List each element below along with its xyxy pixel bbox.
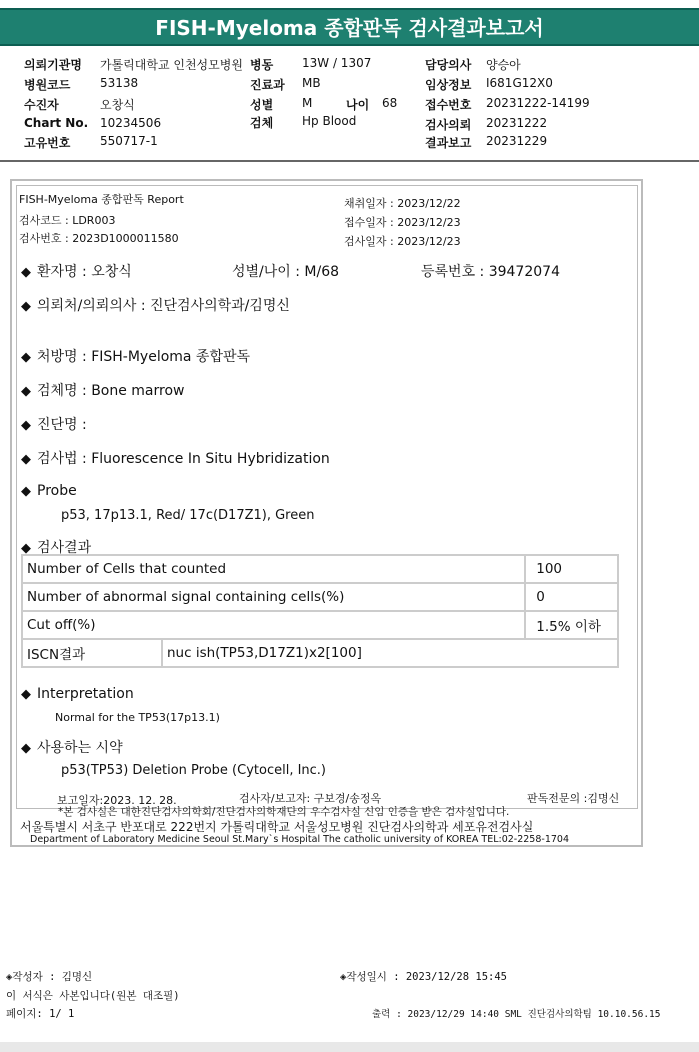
method-row (21, 448, 330, 468)
reagent-text: p53(TP53) Deletion Probe (Cytocell, Inc.) (61, 763, 327, 778)
dept-label: 진료과 (250, 78, 285, 92)
institution-value: 가톨릭대학교 인천성모병원 (100, 58, 243, 72)
doctor-label: 담당의사 (425, 58, 472, 72)
interpretation-text: Normal for the TP53(17p13.1) (55, 711, 220, 724)
unique-value: 550717-1 (100, 134, 158, 148)
results-heading: 검사결과 (37, 540, 92, 556)
result-value: 20231229 (486, 134, 548, 148)
iscn-value: nuc ish(TP53,D17Z1)x2[100] (162, 639, 618, 667)
specimen-value: Hp Blood (302, 114, 357, 128)
reporter: 검사자/보고자: 구보경/송정옥 (239, 792, 382, 805)
received-date: 접수일자 : 2023/12/23 (344, 216, 461, 229)
diamond-icon: ◆ (21, 299, 31, 314)
diamond-icon: ◆ (21, 452, 31, 467)
probe-heading: Probe (37, 483, 77, 499)
specimen-label: 검체 (250, 116, 274, 130)
ward-label: 병동 (250, 58, 274, 72)
page-number: 페이지: 1/ 1 (6, 1008, 75, 1020)
reagent-row (21, 737, 123, 757)
referrer: 의뢰처/의뢰의사 : 진단검사의학과/김명신 (37, 298, 290, 314)
collected-date: 채취일자 : 2023/12/22 (344, 197, 461, 210)
unique-label: 고유번호 (24, 136, 71, 150)
dept-value: MB (302, 76, 321, 90)
diamond-icon: ◆ (21, 484, 31, 499)
doctor-value: 양승아 (486, 58, 521, 72)
chart-label: Chart No. (24, 116, 89, 130)
diamond-icon: ◆ (21, 350, 31, 365)
results-table (21, 554, 619, 668)
sex-value: M (302, 96, 313, 110)
institution-label: 의뢰기관명 (24, 58, 82, 72)
report-date: 보고일자:2023. 12. 28. (57, 794, 177, 807)
table-row (22, 639, 618, 667)
header-divider (0, 160, 699, 162)
tested-date: 검사일자 : 2023/12/23 (344, 235, 461, 248)
request-label: 검사의뢰 (425, 118, 472, 132)
diamond-icon: ◆ (21, 687, 31, 702)
clinical-value: I681G12X0 (486, 76, 553, 90)
diamond-icon: ◆ (21, 418, 31, 433)
reagent-heading: 사용하는 시약 (37, 740, 123, 756)
age-label: 나이 (346, 98, 370, 112)
sex-label: 성별 (250, 98, 274, 112)
patient-name: 환자명 : 오창식 (37, 264, 132, 280)
certification-note: *본 검사실은 대한진단검사의학회/진단검사의학재단의 우수검사실 신임 인증을 받은 검사실입니다. (58, 806, 510, 818)
hospital-code-value: 53138 (100, 76, 139, 90)
patient-row (21, 261, 132, 281)
diagnosis-row (21, 414, 87, 434)
referrer-row (21, 295, 290, 315)
result-value: 1.5% 이하 (525, 611, 618, 639)
order-name: 처방명 : FISH-Myeloma 종합판독 (37, 349, 251, 365)
table-row (22, 583, 618, 611)
age-value: 68 (382, 96, 398, 110)
diamond-icon: ◆ (21, 541, 31, 556)
diagnosis: 진단명 : (37, 417, 87, 433)
result-label: Number of Cells that counted (22, 555, 525, 583)
diamond-icon: ◆ (21, 384, 31, 399)
address-korean: 서울특별시 서초구 반포대로 222번지 가톨릭대학교 서울성모병원 진단검사의학과 세포유전검사실 (20, 820, 534, 834)
author: ◈작성자 : 김명신 (6, 971, 93, 983)
table-row (22, 555, 618, 583)
written-time: ◈작성일시 : 2023/12/28 15:45 (340, 971, 508, 983)
receipt-label: 접수번호 (425, 98, 472, 112)
result-value: 100 (525, 555, 618, 583)
interpretation-heading: Interpretation (37, 686, 134, 702)
patient-label: 수진자 (24, 98, 59, 112)
request-value: 20231222 (486, 116, 548, 130)
order-row (21, 346, 250, 366)
table-row (22, 611, 618, 639)
printed-info: 출력 : 2023/12/29 14:40 SML 진단검사의학팀 10.10.56.15 (372, 1009, 661, 1020)
address-english: Department of Laboratory Medicine Seoul St.Mary`s Hospital The catholic university of KOREA TEL:02-2258-1704 (30, 834, 570, 845)
diamond-icon: ◆ (21, 265, 31, 280)
result-value: 0 (525, 583, 618, 611)
receipt-value: 20231222-14199 (486, 96, 590, 110)
clinical-label: 임상정보 (425, 78, 472, 92)
report-title: FISH-Myeloma 종합판독 검사결과보고서 (0, 8, 699, 46)
chart-value: 10234506 (100, 116, 162, 130)
report-box (10, 179, 643, 847)
copy-note: 이 서식은 사본입니다(원본 대조필) (6, 990, 180, 1002)
test-number: 검사번호 : 2023D1000011580 (19, 232, 179, 245)
patient-value: 오창식 (100, 98, 135, 112)
interpretation-row (21, 686, 134, 702)
probe-text: p53, 17p13.1, Red/ 17c(D17Z1), Green (61, 508, 315, 523)
test-code: 검사코드 : LDR003 (19, 214, 116, 227)
method: 검사법 : Fluorescence In Situ Hybridization (37, 451, 330, 467)
registration-number: 등록번호 : 39472074 (421, 264, 560, 280)
iscn-label: ISCN결과 (22, 639, 162, 667)
specimen-name: 검체명 : Bone marrow (37, 383, 185, 399)
ward-value: 13W / 1307 (302, 56, 372, 70)
hospital-code-label: 병원코드 (24, 78, 71, 92)
specimen-row (21, 380, 185, 400)
probe-row (21, 483, 77, 499)
specialist: 판독전문의 :김명신 (527, 792, 620, 805)
report-inner (16, 185, 638, 809)
result-label: 결과보고 (425, 136, 472, 150)
bottom-bar (0, 1042, 699, 1052)
result-label: Number of abnormal signal containing cells(%) (22, 583, 525, 611)
result-label: Cut off(%) (22, 611, 525, 639)
sex-age: 성별/나이 : M/68 (232, 264, 340, 280)
diamond-icon: ◆ (21, 741, 31, 756)
report-subtitle: FISH-Myeloma 종합판독 Report (19, 193, 184, 206)
